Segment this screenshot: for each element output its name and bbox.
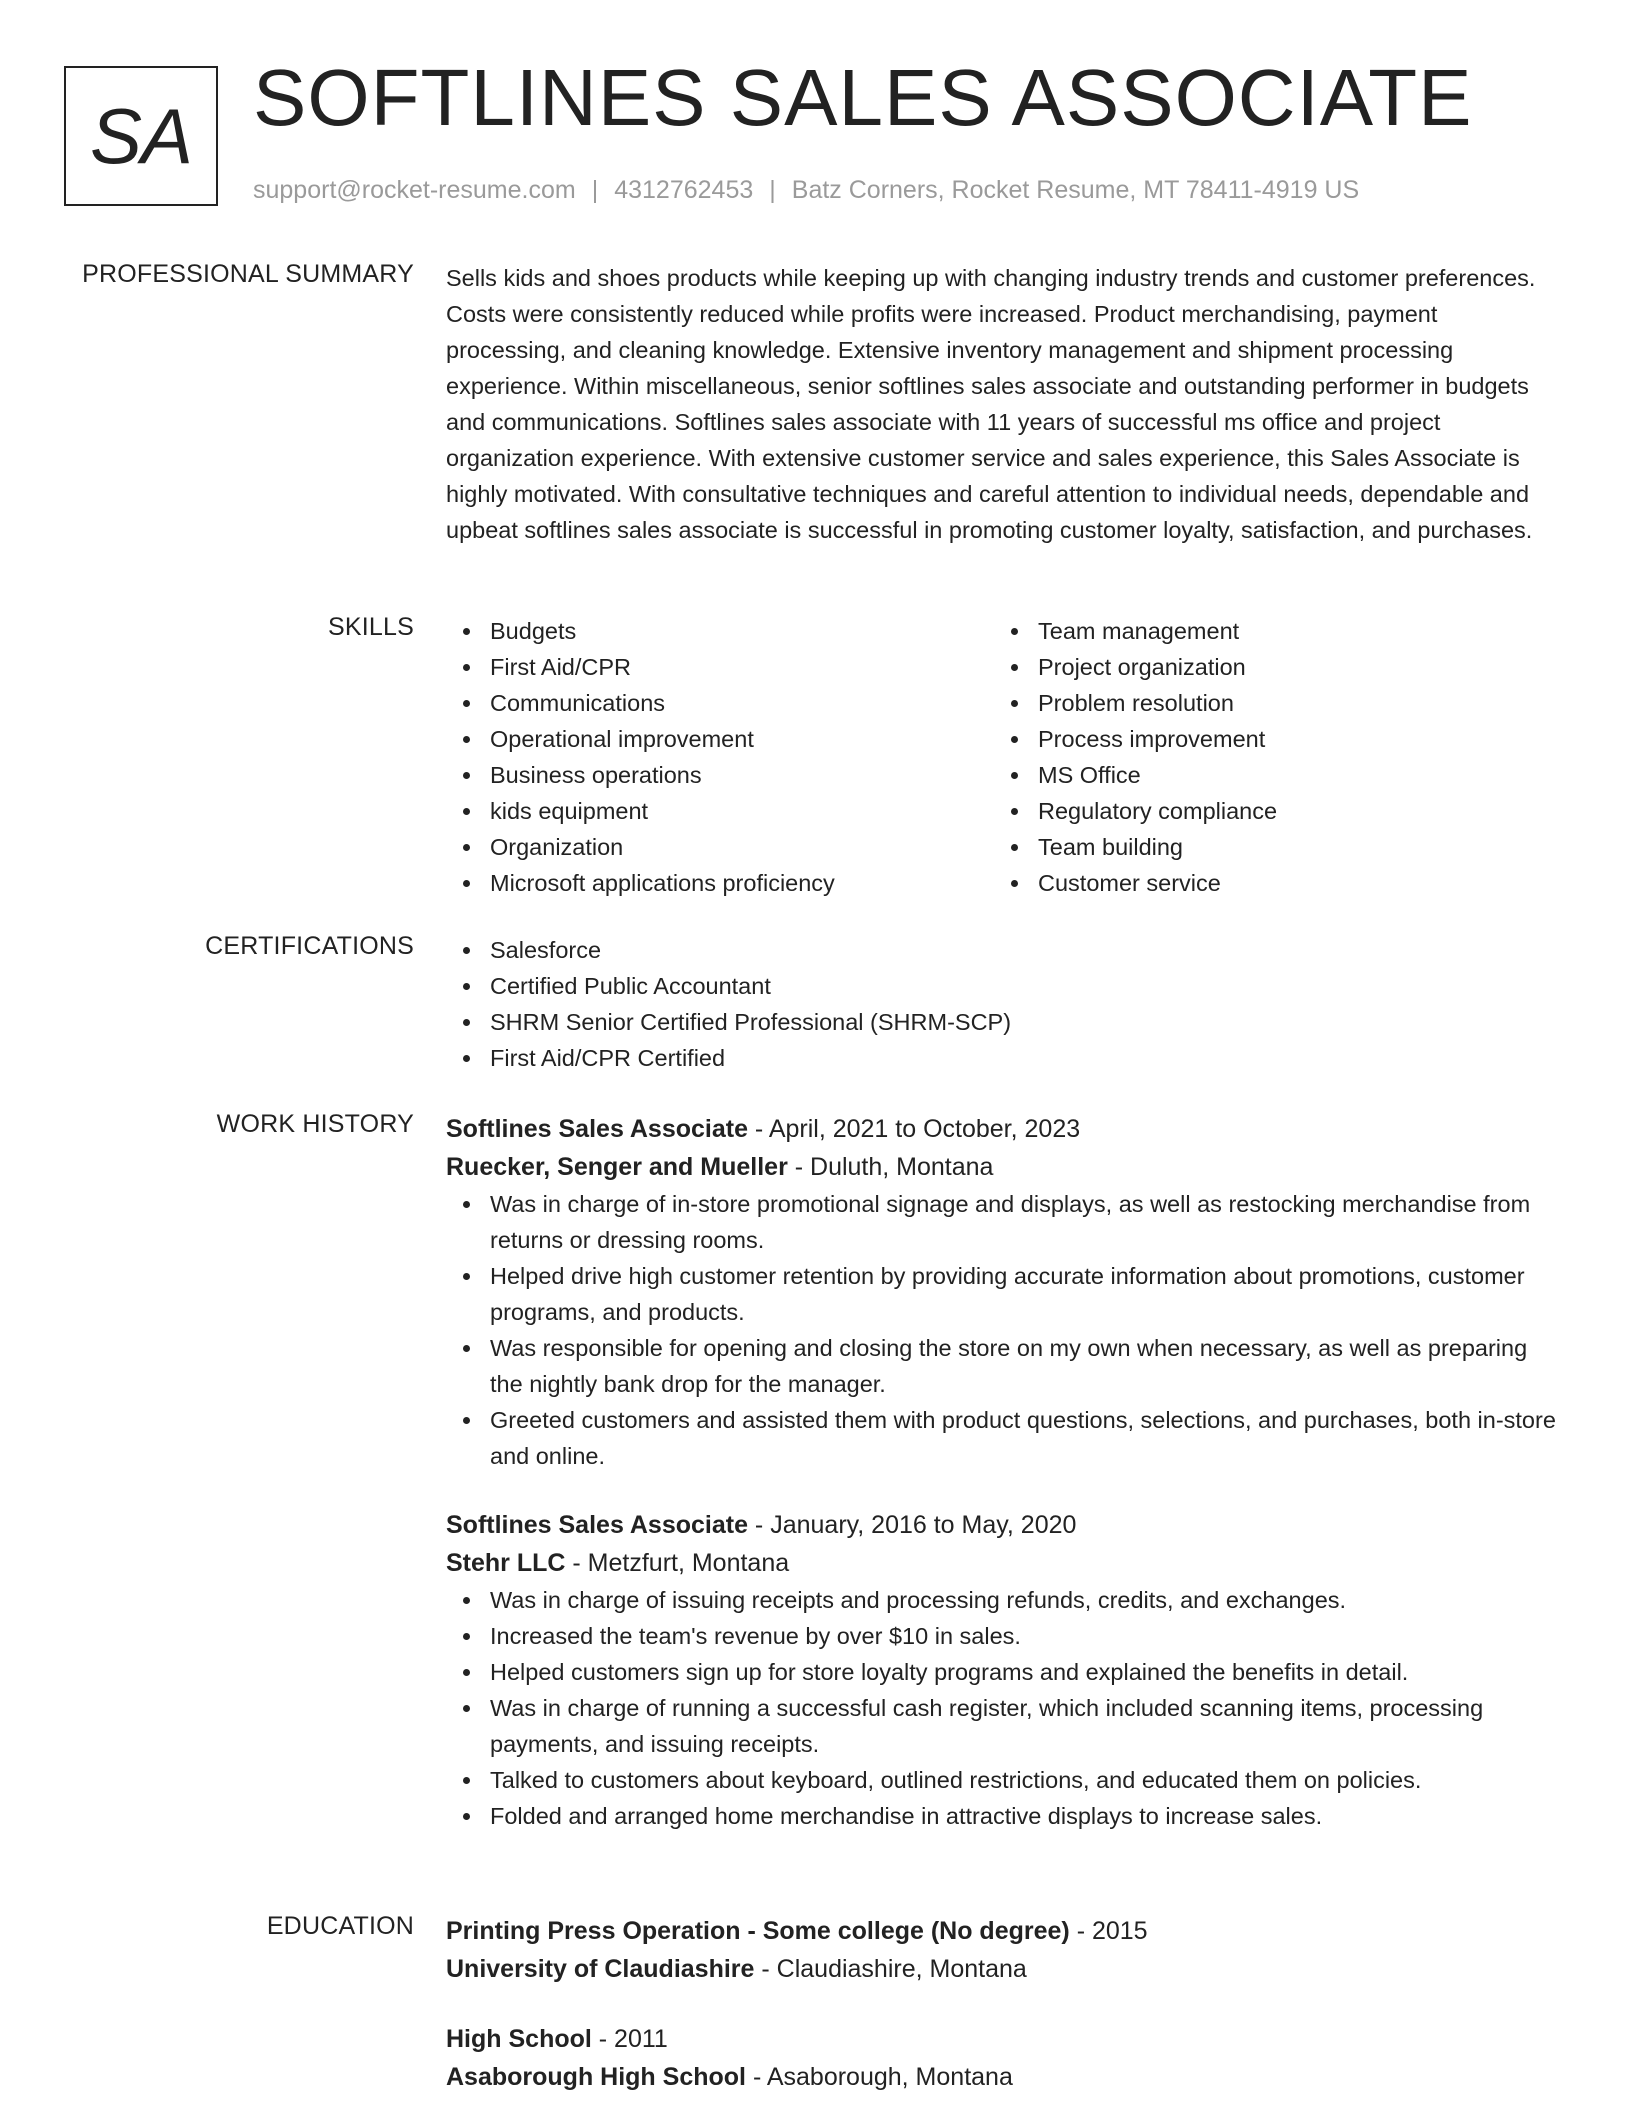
education-school-line bbox=[446, 2058, 1556, 2096]
certification-item: SHRM Senior Certified Professional (SHRM-SCP) bbox=[490, 1004, 1556, 1040]
contact-separator: | bbox=[769, 176, 776, 204]
contact-separator: | bbox=[591, 176, 599, 204]
job-bullet: Was in charge of issuing receipts and processing refunds, credits, and exchanges. bbox=[490, 1582, 1556, 1618]
summary-body bbox=[446, 260, 1556, 548]
education-heading: EDUCATION bbox=[266, 1912, 414, 1940]
job-title-line bbox=[446, 1110, 1556, 1148]
job-bullet: Increased the team's revenue by over $10 in sales. bbox=[490, 1618, 1556, 1654]
job-dates: - April, 2021 to October, 2023 bbox=[747, 1115, 1081, 1143]
education-school: University of Claudiashire bbox=[446, 1955, 755, 1983]
skills-body bbox=[446, 613, 1556, 901]
education-entry bbox=[446, 1912, 1556, 1988]
job-company-line bbox=[446, 1148, 1556, 1186]
skills-column-left bbox=[446, 613, 994, 901]
job-location: - Duluth, Montana bbox=[787, 1153, 994, 1181]
job-bullet: Was in charge of running a successful cash register, which included scanning items, processing payments, and issuing receipts. bbox=[490, 1690, 1556, 1762]
skill-item: Communications bbox=[490, 685, 994, 721]
contact-line bbox=[253, 176, 1359, 205]
job-bullet: Was in charge of in-store promotional signage and displays, as well as restocking merchandise from returns or dressing rooms. bbox=[490, 1186, 1556, 1258]
skill-item: Operational improvement bbox=[490, 721, 994, 757]
job-bullet: Helped customers sign up for store loyalty programs and explained the benefits in detail. bbox=[490, 1654, 1556, 1690]
skill-item: Project organization bbox=[1038, 649, 1542, 685]
skill-item: First Aid/CPR bbox=[490, 649, 994, 685]
certifications-body bbox=[446, 932, 1556, 1076]
resume-title: SOFTLINES SALES ASSOCIATE bbox=[253, 53, 1473, 142]
education-entry bbox=[446, 2020, 1556, 2096]
job-company: Ruecker, Senger and Mueller bbox=[446, 1153, 788, 1181]
skill-item: Process improvement bbox=[1038, 721, 1542, 757]
skills-column-right bbox=[994, 613, 1542, 901]
monogram-badge: SA bbox=[64, 66, 218, 206]
summary-heading: PROFESSIONAL SUMMARY bbox=[82, 260, 414, 288]
work-history-heading: WORK HISTORY bbox=[216, 1110, 414, 1138]
education-location: - Claudiashire, Montana bbox=[754, 1955, 1027, 1983]
education-degree-line bbox=[446, 2020, 1556, 2058]
job-role: Softlines Sales Associate bbox=[446, 1115, 748, 1143]
skill-item: Budgets bbox=[490, 613, 994, 649]
education-degree: Printing Press Operation - Some college (No degree) bbox=[446, 1917, 1070, 1945]
job-entry bbox=[446, 1110, 1556, 1474]
skill-item: kids equipment bbox=[490, 793, 994, 829]
education-year: - 2011 bbox=[591, 2025, 668, 2053]
job-bullet: Helped drive high customer retention by providing accurate information about promotions, customer programs, and products. bbox=[490, 1258, 1556, 1330]
education-body bbox=[446, 1912, 1556, 2096]
certification-item: First Aid/CPR Certified bbox=[490, 1040, 1556, 1076]
skill-item: Regulatory compliance bbox=[1038, 793, 1542, 829]
education-year: - 2015 bbox=[1069, 1917, 1148, 1945]
job-entry bbox=[446, 1506, 1556, 1834]
education-degree-line bbox=[446, 1912, 1556, 1950]
skill-item: Organization bbox=[490, 829, 994, 865]
job-location: - Metzfurt, Montana bbox=[565, 1549, 790, 1577]
skill-item: Problem resolution bbox=[1038, 685, 1542, 721]
skill-item: MS Office bbox=[1038, 757, 1542, 793]
skill-item: Customer service bbox=[1038, 865, 1542, 901]
contact-phone: 4312762453 bbox=[614, 176, 754, 204]
contact-address: Batz Corners, Rocket Resume, MT 78411-4919 US bbox=[791, 176, 1360, 204]
job-bullet: Talked to customers about keyboard, outlined restrictions, and educated them on policies. bbox=[490, 1762, 1556, 1798]
skill-item: Microsoft applications proficiency bbox=[490, 865, 994, 901]
summary-text: Sells kids and shoes products while keeping up with changing industry trends and customer preferences. Costs were consistently reduced while profits were increased. Product merchandising, payment processing, and cleaning knowledge. Extensive inventory management and shipment processing experience. Within miscellaneous, senior softlines sales associate and outstanding performer in budgets and communications. Softlines sales associate with 11 years of successful ms office and project organization experience. With extensive customer service and sales experience, this Sales Associate is highly motivated. With consultative techniques and careful attention to individual needs, dependable and upbeat softlines sales associate is successful in promoting customer loyalty, satisfaction, and purchases. bbox=[446, 265, 1536, 543]
job-title-line bbox=[446, 1506, 1556, 1544]
job-dates: - January, 2016 to May, 2020 bbox=[747, 1511, 1077, 1539]
certification-item: Certified Public Accountant bbox=[490, 968, 1556, 1004]
education-degree: High School bbox=[446, 2025, 592, 2053]
education-school: Asaborough High School bbox=[446, 2063, 746, 2091]
job-bullet: Was responsible for opening and closing the store on my own when necessary, as well as preparing the nightly bank drop for the manager. bbox=[490, 1330, 1556, 1402]
education-school-line bbox=[446, 1950, 1556, 1988]
job-role: Softlines Sales Associate bbox=[446, 1511, 748, 1539]
job-company-line bbox=[446, 1544, 1556, 1582]
skill-item: Team management bbox=[1038, 613, 1542, 649]
job-bullet: Folded and arranged home merchandise in attractive displays to increase sales. bbox=[490, 1798, 1556, 1834]
skill-item: Business operations bbox=[490, 757, 994, 793]
contact-email: support@rocket-resume.com bbox=[253, 176, 576, 204]
job-bullet: Greeted customers and assisted them with product questions, selections, and purchases, both in-store and online. bbox=[490, 1402, 1556, 1474]
job-company: Stehr LLC bbox=[446, 1549, 566, 1577]
skill-item: Team building bbox=[1038, 829, 1542, 865]
certification-item: Salesforce bbox=[490, 932, 1556, 968]
work-history-body bbox=[446, 1110, 1556, 1834]
certifications-heading: CERTIFICATIONS bbox=[205, 932, 414, 960]
skills-heading: SKILLS bbox=[328, 613, 414, 641]
education-location: - Asaborough, Montana bbox=[746, 2063, 1013, 2091]
